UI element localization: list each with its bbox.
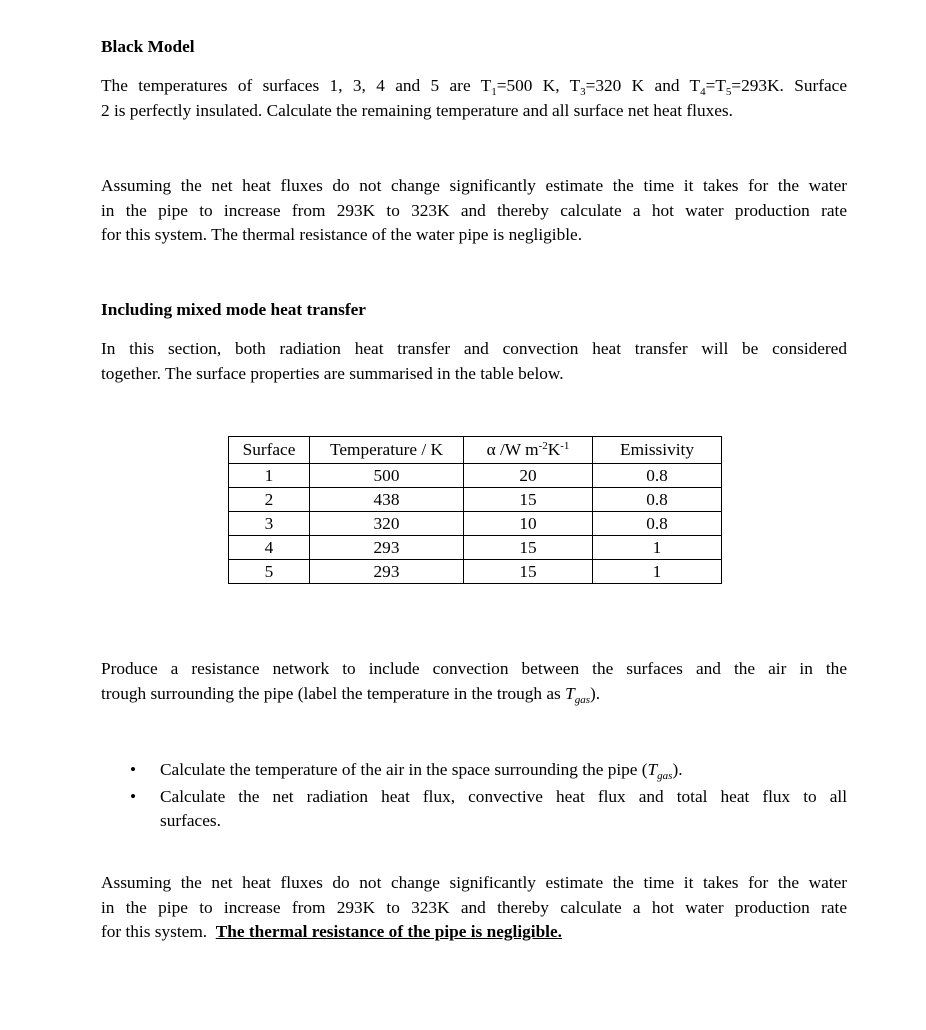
header-emissivity: Emissivity	[593, 437, 722, 464]
table-row	[229, 536, 722, 560]
final-paragraph	[101, 871, 847, 945]
surface-properties-table	[228, 436, 722, 584]
cell-alpha: 10	[464, 512, 593, 536]
cell-surface: 4	[229, 536, 310, 560]
cell-emissivity: 1	[593, 536, 722, 560]
list-item: • Calculate the temperature of the air in the space surrounding the pipe $(T_{gas})$.	[130, 760, 683, 782]
paragraph-line: for this system. The thermal resistance of the pipe is negligible.	[101, 922, 562, 941]
black-model-paragraph-2	[101, 174, 847, 248]
paragraph-line: Assuming the net heat fluxes do not change significantly estimate the time it takes for the water	[101, 873, 847, 892]
section-heading-black-model: Black Model	[101, 37, 195, 56]
cell-emissivity: 0.8	[593, 464, 722, 488]
cell-emissivity: 0.8	[593, 488, 722, 512]
list-item: • Calculate the net radiation heat flux, convective heat flux and total heat flux to all surfaces.	[130, 786, 847, 830]
cell-temperature: 320	[310, 512, 464, 536]
cell-emissivity: 0.8	[593, 512, 722, 536]
cell-surface: 2	[229, 488, 310, 512]
cell-alpha: 15	[464, 560, 593, 584]
section-heading-mixed-mode: Including mixed mode heat transfer	[101, 300, 366, 319]
table-row	[229, 560, 722, 584]
table-header-row	[229, 437, 722, 464]
header-alpha: α /W $m^{-2}K^{-1}$	[464, 437, 593, 464]
table-row	[229, 512, 722, 536]
cell-alpha: 20	[464, 464, 593, 488]
cell-alpha: 15	[464, 536, 593, 560]
header-temperature: Temperature / K	[310, 437, 464, 464]
paragraph-line: Produce a resistance network to include convection between the surfaces and the air in the	[101, 659, 847, 678]
table-row	[229, 488, 722, 512]
resistance-network-paragraph	[101, 657, 847, 706]
paragraph-line: in the pipe to increase from 293K to 323K and thereby calculate a hot water production rate	[101, 200, 847, 220]
mixed-mode-intro-paragraph	[101, 337, 847, 386]
task-bullet-list	[101, 758, 847, 836]
bullet-icon: •	[130, 786, 137, 806]
cell-temperature: 438	[310, 488, 464, 512]
cell-surface: 1	[229, 464, 310, 488]
paragraph-line: for this system. The thermal resistance of the water pipe is negligible.	[101, 225, 583, 244]
t-gas-symbol: $T_{gas}$	[647, 760, 673, 782]
cell-temperature: 293	[310, 560, 464, 584]
paragraph-line: The temperatures of surfaces 1, 3, 4 and 5 are $T_1=500$ K, $T_3=320$ K and $T_4=T_5=293K$. Surface	[101, 76, 848, 98]
paragraph-line: trough surrounding the pipe (label the temperature in the trough as $T_{gas}$).	[101, 683, 601, 706]
header-surface: Surface	[229, 437, 310, 464]
emphasis-note: The thermal resistance of the pipe is negligible.	[215, 922, 562, 941]
table-row	[229, 464, 722, 488]
cell-temperature: 500	[310, 464, 464, 488]
paragraph-line: in the pipe to increase from 293K to 323K and thereby calculate a hot water production rate	[101, 897, 847, 917]
paragraph-line: 2 is perfectly insulated. Calculate the remaining temperature and all surface net heat fluxes.	[101, 100, 733, 120]
paragraph-line: In this section, both radiation heat transfer and convection heat transfer will be considered	[101, 339, 847, 358]
cell-emissivity: 1	[593, 560, 722, 584]
cell-surface: 5	[229, 560, 310, 584]
cell-alpha: 15	[464, 488, 593, 512]
paragraph-line: Assuming the net heat fluxes do not change significantly estimate the time it takes for the water	[101, 176, 847, 195]
bullet-icon: •	[130, 760, 137, 779]
black-model-paragraph-1	[101, 74, 847, 123]
t-gas-symbol: $T_{gas}$	[565, 683, 590, 706]
cell-surface: 3	[229, 512, 310, 536]
paragraph-line: together. The surface properties are summarised in the table below.	[101, 363, 564, 383]
cell-temperature: 293	[310, 536, 464, 560]
